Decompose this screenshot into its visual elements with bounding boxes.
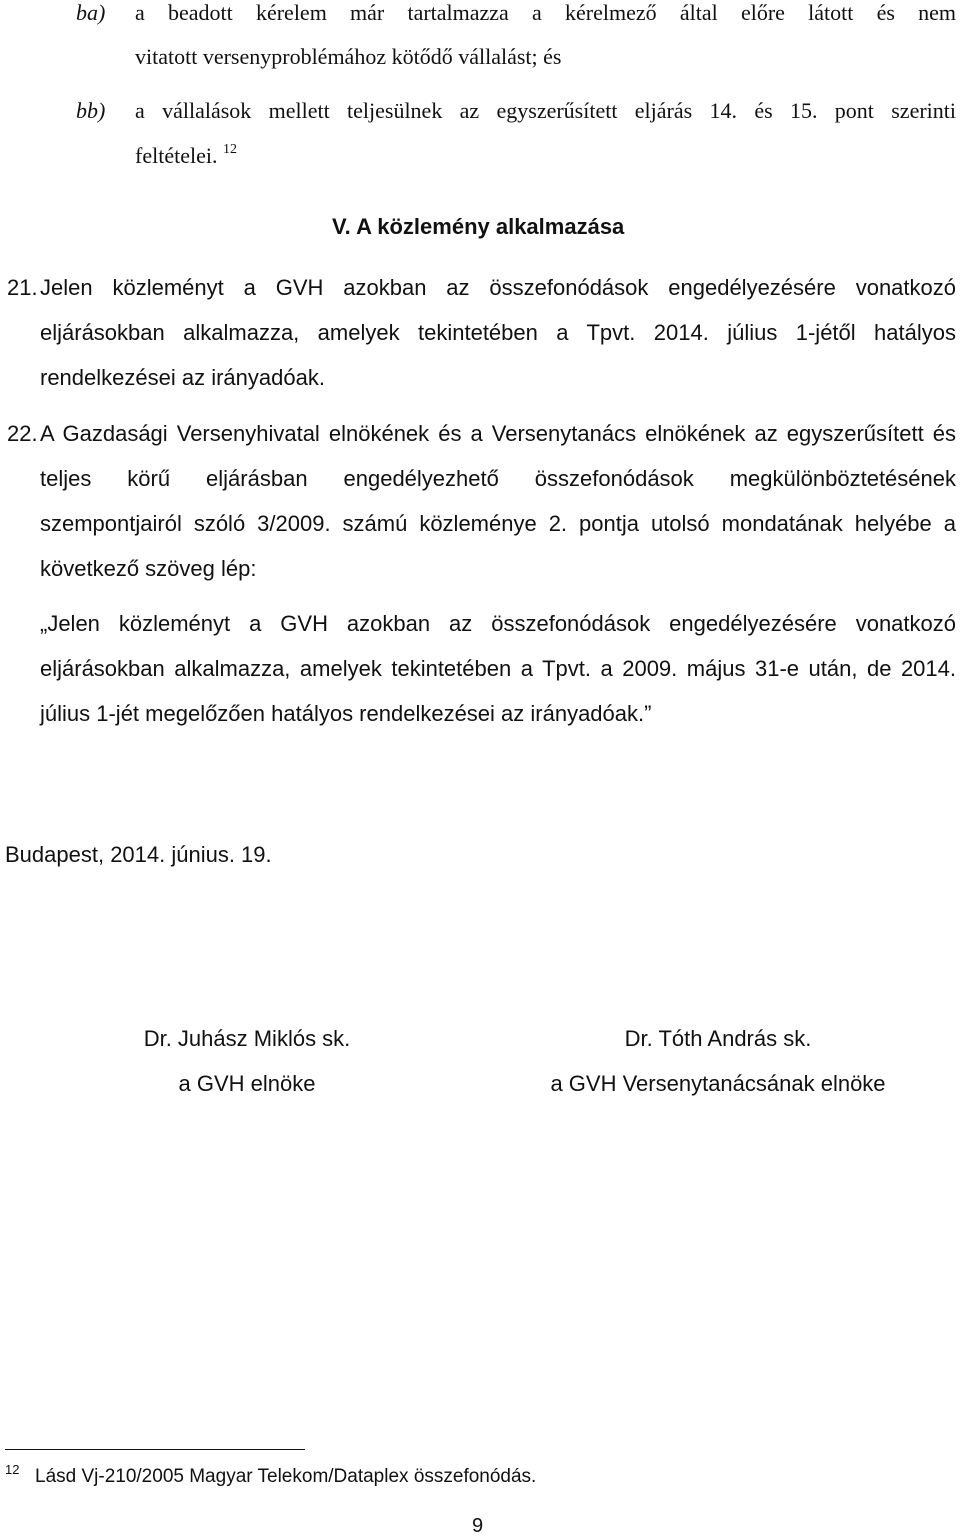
quote-line2: eljárásokban alkalmazza, amelyek tekintetében a Tpvt. a 2009. május 31-e után, de 2014. (40, 656, 956, 681)
footnote-reference: 12 (222, 141, 237, 157)
footnote-text: Lásd Vj-210/2005 Magyar Telekom/Dataplex összefonódás. (35, 1466, 537, 1487)
signature-right-name: Dr. Tóth András sk. (624, 1026, 812, 1051)
signature-left-name: Dr. Juhász Miklós sk. (143, 1026, 351, 1051)
para-21-line2: eljárásokban alkalmazza, amelyek tekintetében a Tpvt. 2014. július 1-jétől hatályos (40, 320, 956, 345)
signature-left-title: a GVH elnöke (178, 1071, 316, 1096)
list-label-ba: ba) (76, 0, 106, 25)
place-date: Budapest, 2014. június. 19. (5, 842, 272, 867)
para-21-line1: Jelen közleményt a GVH azokban az összefonódások engedélyezésére vonatkozó (40, 275, 956, 300)
para-21-line3: rendelkezései az irányadóak. (40, 365, 325, 390)
para-22-line4: következő szöveg lép: (40, 556, 257, 581)
list-item-ba-line2: vitatott versenyproblémához kötődő vállalást; és (135, 44, 562, 69)
list-item-bb-line2 (135, 143, 237, 169)
list-item-bb-text: feltételei. (135, 143, 218, 168)
list-label-bb: bb) (76, 98, 106, 123)
para-21-number: 21. (7, 275, 38, 300)
quote-line3: július 1-jét megelőzően hatályos rendelkezései az irányadóak.” (40, 701, 652, 726)
footnote-separator (5, 1449, 305, 1450)
section-heading: V. A közlemény alkalmazása (332, 214, 625, 239)
footnote-number: 12 (5, 1462, 20, 1477)
signature-right-title: a GVH Versenytanácsának elnöke (550, 1071, 886, 1096)
list-item-bb-line1: a vállalások mellett teljesülnek az egyszerűsített eljárás 14. és 15. pont szerinti (135, 98, 956, 123)
para-22-number: 22. (7, 421, 38, 446)
para-22-line2: teljes körű eljárásban engedélyezhető összefonódások megkülönböztetésének (40, 466, 956, 491)
page-number: 9 (472, 1515, 484, 1537)
quote-line1: „Jelen közleményt a GVH azokban az összefonódások engedélyezésére vonatkozó (40, 611, 956, 636)
para-22-line1: A Gazdasági Versenyhivatal elnökének és a Versenytanács elnökének az egyszerűsített és (40, 421, 956, 446)
para-22-line3: szempontjairól szóló 3/2009. számú közleménye 2. pontja utolsó mondatának helyébe a (40, 511, 956, 536)
list-item-ba-line1: a beadott kérelem már tartalmazza a kérelmező által előre látott és nem (135, 0, 956, 25)
